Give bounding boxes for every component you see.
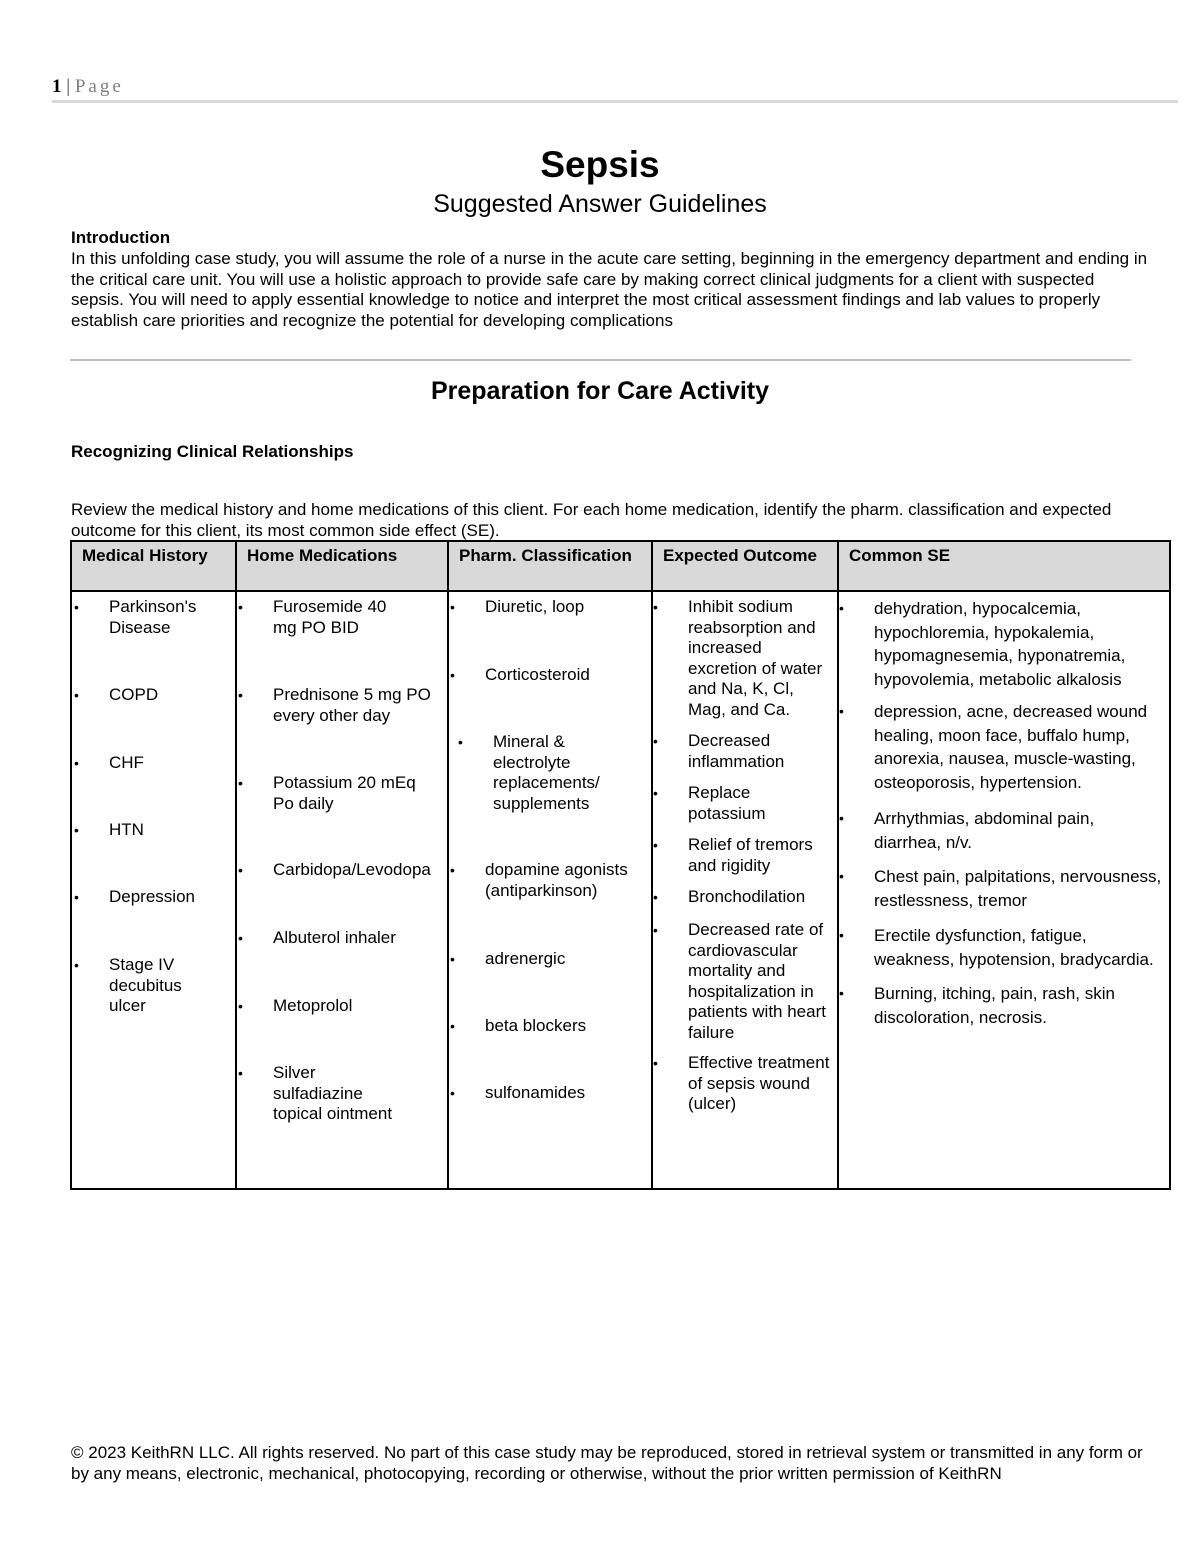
bullet-icon: • [74,957,79,973]
list-item: • adrenergic [450,949,566,968]
bullet-icon: • [238,930,243,946]
bullet-icon: • [653,599,658,615]
header-common-se: Common SE [838,541,1170,591]
bullet-icon: • [450,599,455,615]
list-item: • HTN [74,820,144,839]
bullet-icon: • [450,862,455,878]
sub-heading: Recognizing Clinical Relationships [71,442,354,461]
list-item: • Stage IV decubitus ulcer [74,955,182,1015]
list-item: • dopamine agonists (antiparkinson) [450,860,628,900]
bullet-icon: • [458,734,463,750]
expected-outcome-cell [652,591,838,1189]
list-item: • Inhibit sodium reabsorption and increased excretion of water and Na, K, Cl, Mag, and Ca. [653,597,823,719]
page-label: Page [74,76,124,97]
list-item: • CHF [74,753,144,772]
list-item: • Parkinson's Disease [74,597,197,637]
bullet-icon: • [653,889,658,905]
intro-heading: Introduction [71,228,171,247]
list-item: • Prednisone 5 mg PO every other day [238,685,431,725]
bullet-icon: • [839,810,844,826]
bullet-icon: • [238,599,243,615]
list-item: • beta blockers [450,1016,587,1035]
list-item: • Arrhythmias, abdominal pain, diarrhea, n/v. [839,809,1095,852]
page-number: 1 [52,76,62,97]
medical-history-cell [71,591,236,1189]
table-header-row [71,541,1170,591]
list-item: • Furosemide 40 mg PO BID [238,597,387,637]
list-item: • Decreased inflammation [653,731,785,771]
section-title: Preparation for Care Activity [430,377,770,405]
bullet-icon: • [839,927,844,943]
header-medical-history: Medical History [71,541,236,591]
bullet-icon: • [238,687,243,703]
list-item: • Chest pain, palpitations, nervousness, restlessness, tremor [839,867,1162,910]
bullet-icon: • [653,837,658,853]
bullet-icon: • [238,862,243,878]
header-expected-outcome: Expected Outcome [652,541,838,591]
list-item: • Burning, itching, pain, rash, skin discoloration, necrosis. [839,984,1115,1027]
list-item: • Albuterol inhaler [238,928,396,947]
list-item: • Silver sulfadiazine topical ointment [238,1063,393,1123]
list-item: • Mineral & electrolyte replacements/ supplements [458,732,600,813]
list-item: • Carbidopa/Levodopa [238,860,431,879]
bullet-icon: • [839,703,844,719]
list-item: • Relief of tremors and rigidity [653,835,813,875]
bullet-icon: • [653,1055,658,1071]
list-item: • Metoprolol [238,996,353,1015]
list-item: • Diuretic, loop [450,597,585,616]
header-divider [52,100,1178,103]
list-item: • dehydration, hypocalcemia, hypochloremia, hypokalemia, hypomagnesemia, hyponatremia, hypovolemia, metabolic alkalosis [839,599,1126,689]
intro-body: In this unfolding case study, you will assume the role of a nurse in the acute care setting, beginning in the emergency department and ending in the critical care unit. You will use a holistic approach to provide safe care by making correct clinical judgments for a client with suspected sepsis. You will need to apply essential knowledge to notice and interpret the most critical assessment findings and lab values to properly establish care priorities and recognize the potential for developing complications [71,249,1148,330]
document-subtitle: Suggested Answer Guidelines [433,190,767,218]
list-item: • COPD [74,685,159,704]
bullet-icon: • [839,600,844,616]
bullet-icon: • [74,599,79,615]
list-item: • sulfonamides [450,1083,586,1102]
list-item: • Replace potassium [653,783,766,823]
bullet-icon: • [238,1065,243,1081]
page-header-separator: | [66,76,71,97]
list-item: • Decreased rate of cardiovascular mortality and hospitalization in patients with heart failure [653,920,826,1042]
bullet-icon: • [450,951,455,967]
bullet-icon: • [450,1018,455,1034]
page-header [52,76,124,98]
table-row [71,591,1170,1189]
home-medications-cell [236,591,448,1189]
bullet-icon: • [74,755,79,771]
header-home-medications: Home Medications [236,541,448,591]
bullet-icon: • [653,733,658,749]
pharm-classification-cell [448,591,652,1189]
bullet-icon: • [450,1085,455,1101]
bullet-icon: • [74,687,79,703]
list-item: • Bronchodilation [653,887,806,906]
copyright-footer: © 2023 KeithRN LLC. All rights reserved. No part of this case study may be reproduced, stored in retrieval system or transmitted in any form or by any means, electronic, mechanical, photocopying, recording or otherwise, without the prior written permission of KeithRN [71,1443,1143,1483]
list-item: • depression, acne, decreased wound healing, moon face, buffalo hump, anorexia, nausea, muscle-wasting, osteoporosis, hypertension. [839,702,1148,792]
instructions: Review the medical history and home medications of this client. For each home medication, identify the pharm. classification and expected outcome for this client, its most common side effect (SE). [71,500,1112,540]
list-item: • Depression [74,887,195,906]
bullet-icon: • [238,998,243,1014]
common-se-cell [838,591,1170,1189]
bullet-icon: • [839,985,844,1001]
medication-table [70,540,1171,1190]
bullet-icon: • [653,922,658,938]
list-item: • Erectile dysfunction, fatigue, weakness, hypotension, bradycardia. [839,926,1154,969]
bullet-icon: • [450,667,455,683]
section-divider [70,359,1131,361]
list-item: • Potassium 20 mEq Po daily [238,773,416,813]
document-title: Sepsis [540,144,660,185]
bullet-icon: • [653,785,658,801]
bullet-icon: • [74,822,79,838]
bullet-icon: • [839,868,844,884]
bullet-icon: • [238,775,243,791]
header-pharm-classification: Pharm. Classification [448,541,652,591]
list-item: • Corticosteroid [450,665,590,684]
bullet-icon: • [74,889,79,905]
list-item: • Effective treatment of sepsis wound (ulcer) [653,1053,830,1113]
